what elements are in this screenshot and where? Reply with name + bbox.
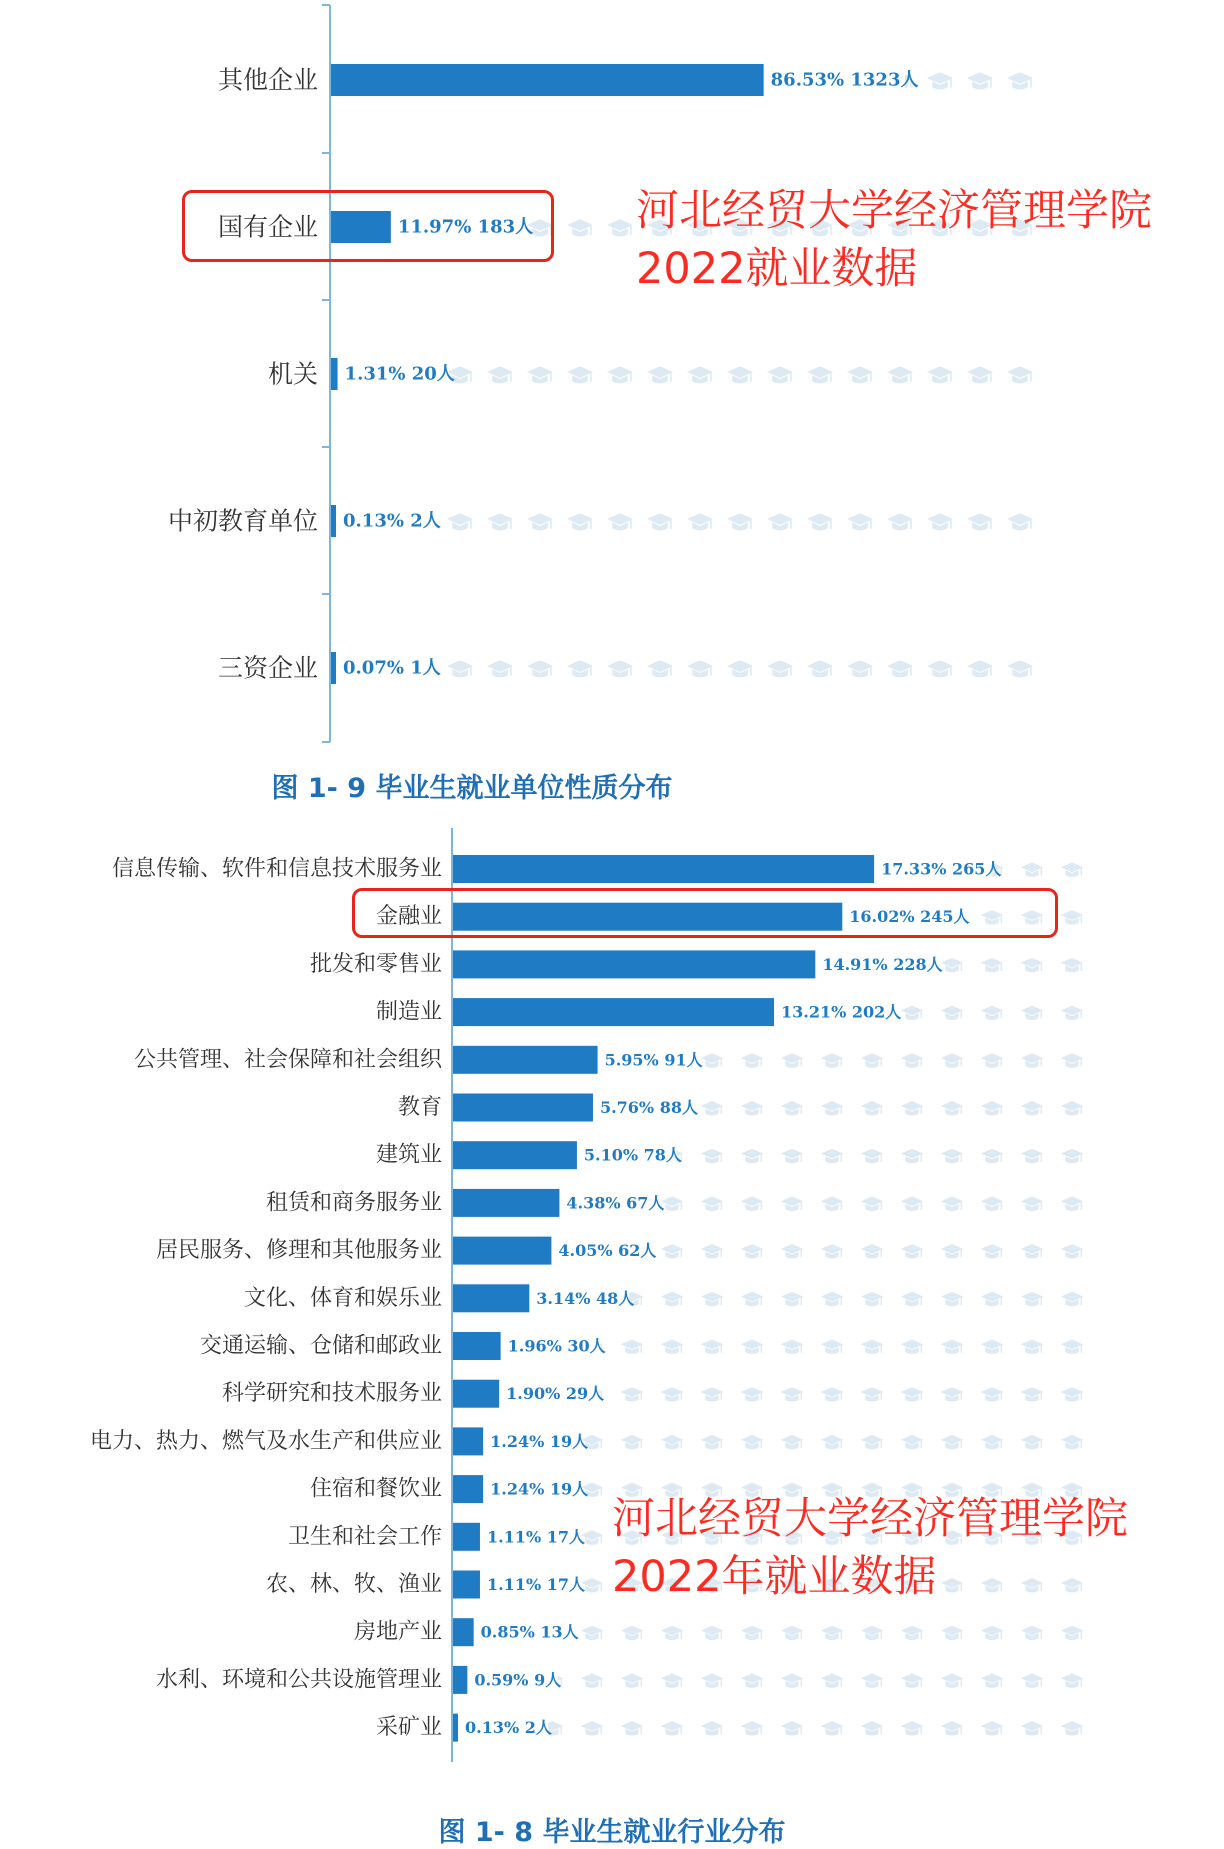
industry-value-label: 1.90% 29人 [506,1384,605,1404]
graduation-cap-icon [567,513,593,530]
industry-bar [453,1523,480,1551]
graduation-cap-icon [967,366,993,383]
industry-bar [453,855,874,883]
graduation-cap-icon [741,1387,763,1402]
graduation-cap-icon [1021,1292,1043,1307]
graduation-cap-icon [781,1387,803,1402]
graduation-cap-icon [701,1149,723,1164]
graduation-cap-icon [607,660,633,677]
industry-value-label: 1.24% 19人 [490,1431,589,1451]
industry-value-label: 17.33% 265人 [881,859,1002,879]
graduation-cap-icon [701,1244,723,1259]
industry-category-label: 建筑业 [375,1142,442,1168]
graduation-cap-icon [941,1292,963,1307]
graduation-cap-icon [741,1292,763,1307]
graduation-cap-icon [1061,1673,1083,1688]
graduation-cap-icon [887,513,913,530]
industry-category-label: 公共管理、社会保障和社会组织 [133,1047,442,1073]
graduation-cap-icon [941,1435,963,1450]
unit-category-label: 机关 [267,359,318,389]
graduation-cap-icon [941,1244,963,1259]
graduation-cap-icon [967,660,993,677]
graduation-cap-icon [901,1244,923,1259]
industry-category-label: 批发和零售业 [309,951,442,977]
graduation-cap-icon [901,1196,923,1211]
industry-bar [453,1380,499,1408]
graduation-cap-icon [941,1339,963,1354]
graduation-cap-icon [727,660,753,677]
graduation-cap-icon [821,1196,843,1211]
graduation-cap-icon [941,1626,963,1641]
graduation-cap-icon [661,1244,683,1259]
graduation-cap-icon [781,1244,803,1259]
graduation-cap-icon [781,1101,803,1116]
graduation-cap-icon [701,1626,723,1641]
graduation-cap-icon [861,1149,883,1164]
graduation-cap-icon [621,1626,643,1641]
graduation-cap-icon [701,1196,723,1211]
graduation-cap-icon [767,513,793,530]
industry-value-label: 1.96% 30人 [507,1336,606,1356]
graduation-cap-icon [741,1149,763,1164]
industry-value-label: 1.24% 19人 [490,1479,589,1499]
graduation-cap-icon [607,366,633,383]
graduation-cap-icon [887,660,913,677]
graduation-cap-icon [927,660,953,677]
industry-bar [453,1141,577,1169]
graduation-cap-icon [687,366,713,383]
graduation-cap-icon [1061,862,1083,877]
graduation-cap-icon [647,513,673,530]
graduation-cap-icon [567,366,593,383]
graduation-cap-icon [941,1196,963,1211]
graduation-cap-icon [661,1292,683,1307]
graduation-cap-icon [701,1721,723,1736]
graduation-cap-icon [607,513,633,530]
graduation-cap-icon [1021,1149,1043,1164]
graduation-cap-icon [1007,513,1033,530]
industry-value-label: 1.11% 17人 [486,1527,585,1547]
graduation-cap-icon [901,1435,923,1450]
graduation-cap-icon [581,1626,603,1641]
unit-type-chart [0,0,1224,760]
graduation-cap-icon [487,513,513,530]
graduation-cap-icon [967,513,993,530]
graduation-cap-icon [701,1292,723,1307]
industry-value-label: 5.95% 91人 [604,1050,703,1070]
graduation-cap-icon [701,1435,723,1450]
graduation-cap-icon [687,660,713,677]
graduation-cap-icon [1007,72,1033,89]
industry-value-label: 14.91% 228人 [822,954,943,974]
graduation-cap-icon [941,1053,963,1068]
graduation-cap-icon [901,1673,923,1688]
graduation-cap-icon [981,1387,1003,1402]
graduation-cap-icon [821,1673,843,1688]
industry-bar [453,1094,593,1122]
industry-bar [453,1714,458,1742]
graduation-cap-icon [621,1435,643,1450]
industry-category-label: 居民服务、修理和其他服务业 [155,1238,442,1264]
graduation-cap-icon [927,72,953,89]
graduation-cap-icon [901,1053,923,1068]
graduation-cap-icon [981,958,1003,973]
graduation-cap-icon [981,1053,1003,1068]
graduation-cap-icon [807,660,833,677]
graduation-cap-icon [567,219,593,236]
graduation-cap-icon [701,1053,723,1068]
graduation-cap-icon [1021,1196,1043,1211]
graduation-cap-icon [1021,1721,1043,1736]
graduation-cap-icon [661,1435,683,1450]
graduation-cap-icon [1021,1244,1043,1259]
graduation-cap-icon [661,1721,683,1736]
unit-category-label: 其他企业 [217,65,318,95]
graduation-cap-icon [727,513,753,530]
graduation-cap-icon [941,1149,963,1164]
graduation-cap-icon [487,660,513,677]
graduation-cap-icon [1021,1101,1043,1116]
industry-bar [453,998,774,1026]
unit-bar [331,358,338,390]
graduation-cap-icon [861,1292,883,1307]
graduation-cap-icon [1061,1101,1083,1116]
graduation-cap-icon [901,1387,923,1402]
unit-category-label: 三资企业 [217,653,318,683]
graduation-cap-icon [861,1101,883,1116]
industry-value-label: 5.10% 78人 [583,1145,682,1165]
industry-bar [453,1618,474,1646]
graduation-cap-icon [807,366,833,383]
graduation-cap-icon [741,1435,763,1450]
graduation-cap-icon [821,1435,843,1450]
industry-category-label: 教育 [397,1095,442,1120]
graduation-cap-icon [661,1626,683,1641]
unit-category-label: 中初教育单位 [167,506,318,536]
graduation-cap-icon [821,1721,843,1736]
industry-value-label: 0.59% 9人 [474,1670,562,1690]
graduation-cap-icon [741,1721,763,1736]
graduation-cap-icon [621,1673,643,1688]
industry-category-label: 金融业 [375,904,442,930]
graduation-cap-icon [1061,1292,1083,1307]
graduation-cap-icon [781,1435,803,1450]
graduation-cap-icon [781,1721,803,1736]
graduation-cap-icon [661,1387,683,1402]
graduation-cap-icon [1021,1626,1043,1641]
graduation-cap-icon [1061,1244,1083,1259]
annotation-top: 河北经贸大学经济管理学院 2022就业数据 [636,186,1152,294]
graduation-cap-icon [981,1101,1003,1116]
graduation-cap-icon [1061,1196,1083,1211]
graduation-cap-icon [661,1673,683,1688]
graduation-cap-icon [861,1626,883,1641]
industry-category-label: 科学研究和技术服务业 [221,1381,442,1407]
industry-bar [453,1332,501,1360]
graduation-cap-icon [941,1673,963,1688]
industry-category-label: 农、林、牧、渔业 [265,1572,442,1597]
industry-category-label: 采矿业 [375,1715,442,1741]
industry-bar [453,950,815,978]
highlight-box-state-owned [182,190,554,262]
graduation-cap-icon [861,1244,883,1259]
graduation-cap-icon [861,1673,883,1688]
graduation-cap-icon [447,513,473,530]
graduation-cap-icon [847,513,873,530]
graduation-cap-icon [981,1626,1003,1641]
graduation-cap-icon [861,1435,883,1450]
graduation-cap-icon [941,1387,963,1402]
graduation-cap-icon [901,1721,923,1736]
graduation-cap-icon [581,1673,603,1688]
graduation-cap-icon [741,1339,763,1354]
graduation-cap-icon [781,1673,803,1688]
graduation-cap-icon [981,1435,1003,1450]
unit-value-label: 0.07% 1人 [343,657,441,679]
unit-value-label: 86.53% 1323人 [770,69,919,91]
unit-value-label: 11.97% 183人 [397,216,534,238]
graduation-cap-icon [821,1101,843,1116]
industry-value-label: 4.38% 67人 [566,1193,665,1213]
graduation-cap-icon [487,366,513,383]
graduation-cap-icon [621,1721,643,1736]
industry-value-label: 3.14% 48人 [536,1288,635,1308]
graduation-cap-icon [1061,1053,1083,1068]
industry-category-label: 住宿和餐饮业 [309,1476,442,1502]
graduation-cap-icon [1021,958,1043,973]
industry-category-label: 卫生和社会工作 [287,1524,442,1550]
graduation-cap-icon [981,1006,1003,1021]
graduation-cap-icon [741,1101,763,1116]
graduation-cap-icon [447,660,473,677]
graduation-cap-icon [981,1196,1003,1211]
industry-value-label: 13.21% 202人 [781,1002,902,1022]
unit-category-label: 国有企业 [217,212,318,242]
graduation-cap-icon [901,1006,923,1021]
industry-value-label: 16.02% 245人 [849,907,970,927]
graduation-cap-icon [1061,958,1083,973]
graduation-cap-icon [981,1149,1003,1164]
graduation-cap-icon [1021,1339,1043,1354]
graduation-cap-icon [821,1292,843,1307]
graduation-cap-icon [741,1626,763,1641]
graduation-cap-icon [1021,1053,1043,1068]
industry-bar [453,1284,529,1312]
graduation-cap-icon [741,1244,763,1259]
graduation-cap-icon [581,1721,603,1736]
industry-value-label: 0.13% 2人 [465,1718,552,1738]
graduation-cap-icon [901,1339,923,1354]
graduation-cap-icon [701,1339,723,1354]
graduation-cap-icon [781,1626,803,1641]
graduation-cap-icon [1061,1387,1083,1402]
graduation-cap-icon [1007,660,1033,677]
industry-category-label: 房地产业 [353,1619,442,1645]
industry-bar [453,1571,480,1599]
graduation-cap-icon [621,1387,643,1402]
graduation-cap-icon [901,1626,923,1641]
unit-value-label: 0.13% 2人 [343,510,441,532]
graduation-cap-icon [941,1721,963,1736]
industry-value-label: 4.05% 62人 [558,1241,657,1261]
industry-value-label: 5.76% 88人 [599,1098,698,1117]
industry-bar [453,1475,483,1503]
industry-bar [453,1237,551,1265]
graduation-cap-icon [1021,1387,1043,1402]
industry-bar [453,1189,559,1217]
graduation-cap-icon [847,366,873,383]
graduation-cap-icon [621,1339,643,1354]
graduation-cap-icon [1061,1339,1083,1354]
industry-bar [453,1427,483,1455]
industry-value-label: 1.11% 17人 [486,1575,585,1594]
graduation-cap-icon [647,660,673,677]
graduation-cap-icon [821,1387,843,1402]
graduation-cap-icon [861,1053,883,1068]
graduation-cap-icon [1061,1149,1083,1164]
graduation-cap-icon [781,1339,803,1354]
graduation-cap-icon [701,1387,723,1402]
graduation-cap-icon [767,660,793,677]
graduation-cap-icon [1021,1435,1043,1450]
industry-category-label: 信息传输、软件和信息技术服务业 [111,856,442,882]
industry-category-label: 电力、热力、燃气及水生产和供应业 [89,1428,442,1454]
industry-category-label: 制造业 [375,999,442,1025]
industry-value-label: 0.85% 13人 [480,1622,579,1642]
graduation-cap-icon [861,1721,883,1736]
graduation-cap-icon [741,1196,763,1211]
graduation-cap-icon [701,1101,723,1116]
graduation-cap-icon [941,1101,963,1116]
graduation-cap-icon [927,513,953,530]
industry-category-label: 租赁和商务服务业 [265,1190,442,1216]
graduation-cap-icon [981,1292,1003,1307]
graduation-cap-icon [807,513,833,530]
graduation-cap-icon [727,366,753,383]
graduation-cap-icon [1021,1673,1043,1688]
graduation-cap-icon [741,1053,763,1068]
graduation-cap-icon [941,958,963,973]
industry-category-label: 水利、环境和公共设施管理业 [155,1667,442,1693]
graduation-cap-icon [1007,366,1033,383]
graduation-cap-icon [901,1292,923,1307]
graduation-cap-icon [941,1006,963,1021]
graduation-cap-icon [607,219,633,236]
industry-category-label: 交通运输、仓储和邮政业 [199,1333,442,1359]
industry-category-label: 文化、体育和娱乐业 [243,1285,442,1311]
unit-value-label: 1.31% 20人 [344,363,455,385]
graduation-cap-icon [821,1149,843,1164]
graduation-cap-icon [647,366,673,383]
graduation-cap-icon [887,366,913,383]
graduation-cap-icon [901,1101,923,1116]
graduation-cap-icon [767,366,793,383]
graduation-cap-icon [1061,1006,1083,1021]
graduation-cap-icon [821,1339,843,1354]
graduation-cap-icon [701,1673,723,1688]
annotation-bottom: 河北经贸大学经济管理学院 2022年就业数据 [612,1494,1128,1602]
graduation-cap-icon [781,1292,803,1307]
graduation-cap-icon [687,513,713,530]
unit-bar [331,64,764,96]
graduation-cap-icon [1061,1721,1083,1736]
industry-bar [453,1046,598,1074]
graduation-cap-icon [1061,1626,1083,1641]
highlight-box-finance [352,888,1058,938]
graduation-cap-icon [981,1673,1003,1688]
graduation-cap-icon [1021,1006,1043,1021]
graduation-cap-icon [1021,862,1043,877]
graduation-cap-icon [901,1149,923,1164]
graduation-cap-icon [967,72,993,89]
graduation-cap-icon [527,660,553,677]
graduation-cap-icon [981,1244,1003,1259]
graduation-cap-icon [781,1053,803,1068]
graduation-cap-icon [527,366,553,383]
industry-chart-caption: 图 1- 8 毕业生就业行业分布 [438,1817,786,1848]
graduation-cap-icon [781,1149,803,1164]
unit-bar [331,652,336,684]
graduation-cap-icon [1061,1435,1083,1450]
graduation-cap-icon [847,660,873,677]
graduation-cap-icon [821,1053,843,1068]
graduation-cap-icon [821,1244,843,1259]
graduation-cap-icon [1061,910,1083,925]
graduation-cap-icon [527,513,553,530]
graduation-cap-icon [821,1626,843,1641]
industry-chart [0,820,1224,1805]
unit-type-chart-caption: 图 1- 9 毕业生就业单位性质分布 [271,773,673,804]
graduation-cap-icon [861,1339,883,1354]
graduation-cap-icon [861,1196,883,1211]
unit-bar [331,505,336,537]
graduation-cap-icon [567,660,593,677]
graduation-cap-icon [981,1721,1003,1736]
graduation-cap-icon [861,1387,883,1402]
graduation-cap-icon [981,1339,1003,1354]
graduation-cap-icon [781,1196,803,1211]
graduation-cap-icon [741,1673,763,1688]
graduation-cap-icon [661,1339,683,1354]
industry-bar [453,1666,467,1694]
graduation-cap-icon [927,366,953,383]
